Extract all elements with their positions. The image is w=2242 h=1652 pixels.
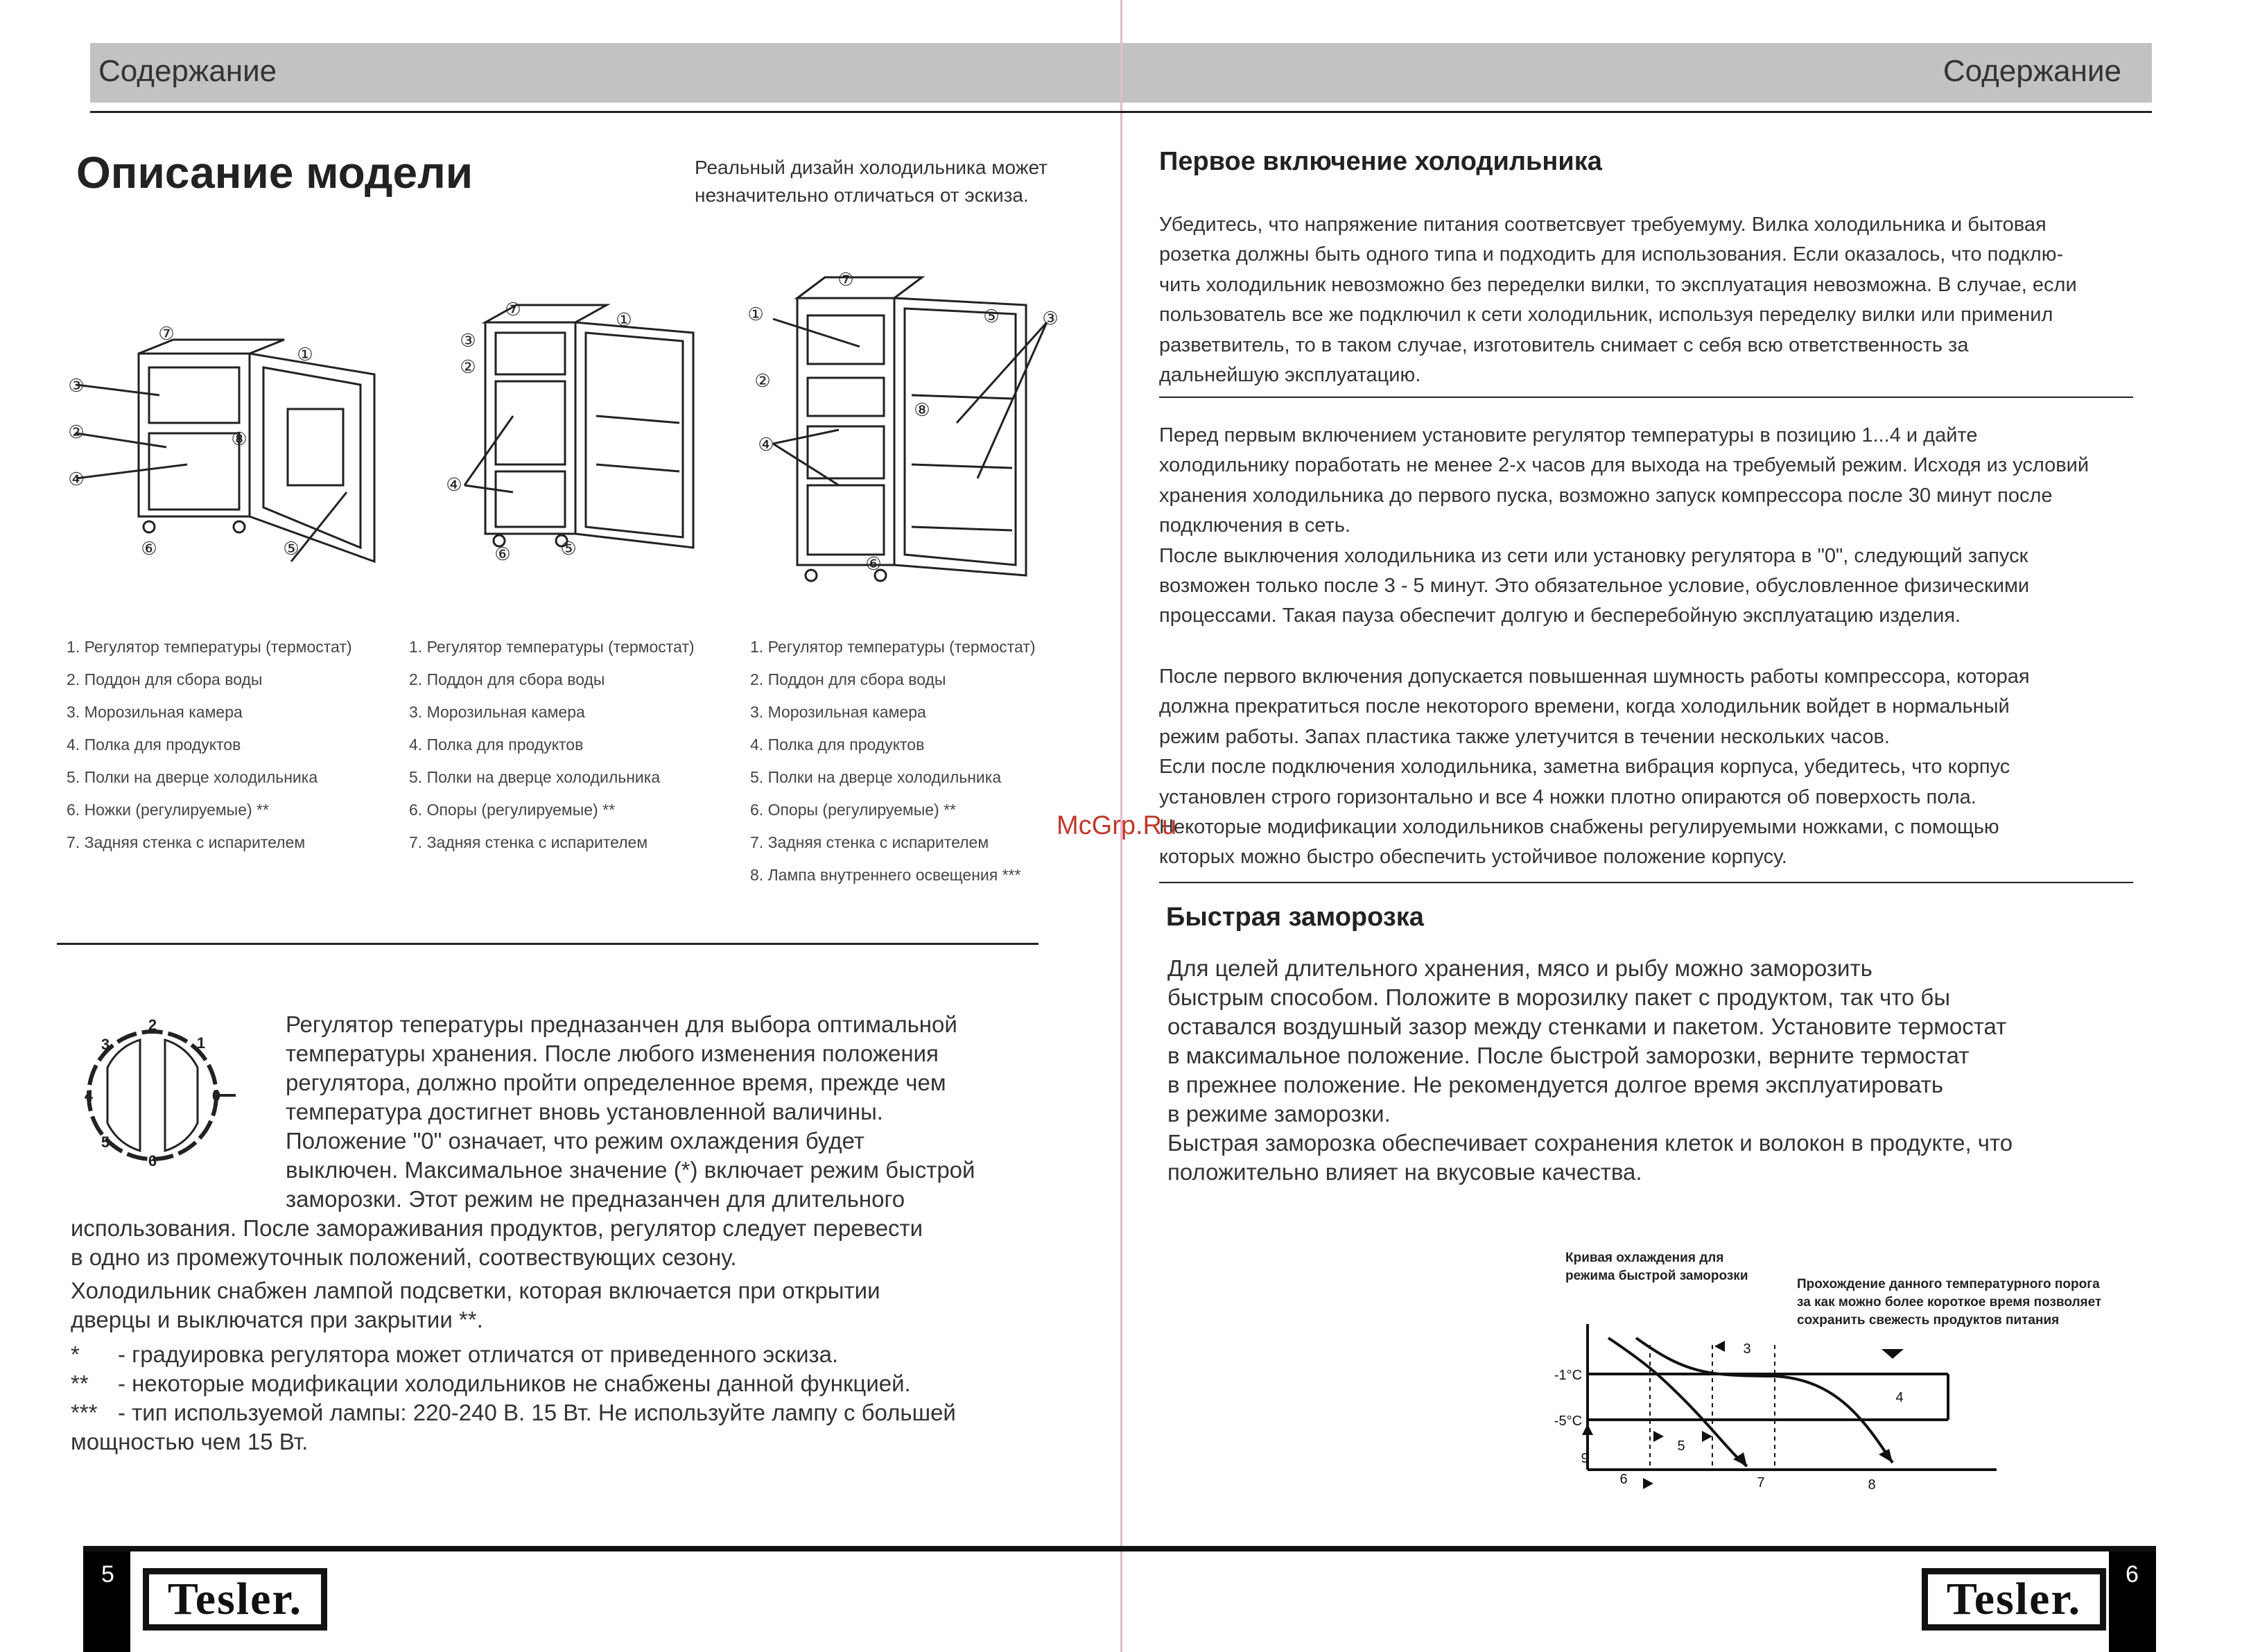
graph-number: 5 <box>1677 1438 1685 1454</box>
parts-list-2 <box>409 631 695 859</box>
caption-line: сохранить свежесть продуктов питания <box>1797 1313 2060 1328</box>
marker-8: ⑧ <box>231 428 247 449</box>
text-line: Холодильник снабжен лампой подсветки, которая включается при открытии <box>71 1278 880 1303</box>
fridge-diagrams <box>55 257 1068 589</box>
marker-5: ⑤ <box>560 538 577 559</box>
footnote-text: - некоторые модификации холодильников не снабжены данной функцией. <box>118 1371 911 1396</box>
caption-line: Прохождение данного температурного порога <box>1797 1277 2100 1292</box>
right-header-title: Содержание <box>1943 54 2121 88</box>
text-line: пользователь все же подключил к сети холодильник, используя переделку вилки или применил <box>1159 304 2053 327</box>
list-item: 5. Полки на дверце холодильника <box>750 768 1002 786</box>
text-line: Убедитесь, что напряжение питания соответсвует требуемуму. Вилка холодильника и бытовая <box>1159 214 2047 236</box>
marker-4: ④ <box>446 474 462 495</box>
text-line: Быстрая заморозка обеспечивает сохранения клеток и волокон в продукте, что <box>1167 1130 2013 1156</box>
text-line: положительно влияет на вкусовые качества. <box>1167 1159 1642 1185</box>
marker-4: ④ <box>68 469 85 489</box>
list-item: 4. Полка для продуктов <box>67 736 241 754</box>
marker-1: ① <box>616 309 632 330</box>
section-rule <box>57 943 1039 945</box>
list-item: 2. Поддон для сбора воды <box>67 670 263 688</box>
marker-5: ⑤ <box>983 306 1000 327</box>
text-line: выключен. Максимальное значение (*) включает режим быстрой <box>286 1157 975 1183</box>
text-line: процессами. Такая пауза обеспечит долгую и бесперебойную эксплуатацию изделия. <box>1159 605 1961 627</box>
text-line: Для целей длительного хранения, мясо и рыбу можно заморозить <box>1167 955 1872 981</box>
text-line: Регулятор тепературы предназанчен для выбора оптимальной <box>286 1011 957 1037</box>
footnote-mark: ** <box>71 1371 89 1396</box>
parts-list-3 <box>750 631 1036 892</box>
graph-number: 6 <box>1619 1472 1628 1487</box>
marker-8: ⑧ <box>914 399 930 420</box>
list-item: 1. Регулятор температуры (термостат) <box>750 638 1036 656</box>
text-line: регулятора, должно пройти определенное время, прежде чем <box>286 1070 946 1095</box>
first-start-para1 <box>1159 210 2077 390</box>
text-line: в максимальное положение. После быстрой заморозки, верните термостат <box>1167 1043 1970 1068</box>
marker-7: ⑦ <box>158 323 175 344</box>
text-line: быстрым способом. Положите в морозилку пакет с продуктом, так что бы <box>1167 984 1951 1010</box>
marker-1: ① <box>297 344 313 365</box>
text-line: температура достигнет вновь установленной валичины. <box>286 1099 883 1124</box>
marker-5: ⑤ <box>283 538 299 559</box>
text-line: холодильнику поработать не менее 2-х часов для выхода на требуемый режим. Исходя из условий <box>1159 454 2089 477</box>
text-line: Некоторые модификации холодильников снабжены регулируемыми ножками, с помощью <box>1159 816 1999 839</box>
tesler-logo-text: Tesler. <box>149 1574 321 1624</box>
dial-number: 5 <box>101 1133 110 1151</box>
text-line: Перед первым включением установите регулятор температуры в позицию 1...4 и дайте <box>1159 424 1978 446</box>
parts-list-1 <box>67 631 352 859</box>
text-line: которых можно быстро обеспечить устойчивое положение корпусу. <box>1159 846 1787 869</box>
design-note-line: незначительно отличаться от эскиза. <box>695 184 1029 206</box>
list-item: 4. Полка для продуктов <box>409 736 584 754</box>
marker-2: ② <box>460 356 476 377</box>
text-line: подключения в сеть. <box>1159 514 1350 537</box>
text-line: использования. После замораживания продуктов, регулятор следует перевести <box>71 1215 923 1241</box>
footnote <box>71 1340 956 1369</box>
footnote <box>71 1398 956 1427</box>
caption-line: Кривая охлаждения для <box>1565 1251 1724 1265</box>
list-item: 3. Морозильная камера <box>67 703 243 721</box>
marker-2: ② <box>754 370 771 391</box>
graph-number: 4 <box>1895 1390 1904 1405</box>
list-item: 7. Задняя стенка с испарителем <box>750 833 989 851</box>
dial-number: 1 <box>196 1034 206 1052</box>
marker-3: ③ <box>68 375 85 396</box>
design-note <box>695 154 1048 209</box>
quick-freeze-title: Быстрая заморозка <box>1166 903 1424 932</box>
list-item: 3. Морозильная камера <box>750 703 926 721</box>
footnote-text: - градуировка регулятора может отличатся от приведенного эскиза. <box>118 1341 839 1367</box>
marker-7: ⑦ <box>837 269 854 290</box>
temp-label-1: -1°C <box>1554 1368 1583 1383</box>
section-rule <box>1159 882 2133 883</box>
footnote-text: - тип используемой лампы: 220-240 В. 15 Вт. Не используйте лампу с большей <box>118 1400 956 1425</box>
text-line: в режиме заморозки. <box>1167 1101 1391 1127</box>
caption-line: за как можно более короткое время позволяет <box>1797 1295 2102 1310</box>
text-line: Если после подключения холодильника, заметна вибрация корпуса, убедитесь, что корпус <box>1159 756 2010 779</box>
list-item: 1. Регулятор температуры (термостат) <box>409 638 695 656</box>
marker-3: ③ <box>460 330 476 351</box>
text-line: температуры хранения. После любого изменения положения <box>286 1041 939 1066</box>
section-rule <box>1159 397 2133 398</box>
list-item: 3. Морозильная камера <box>409 703 585 721</box>
freezing-curve-diagram <box>1546 1317 2004 1504</box>
list-item: 6. Опоры (регулируемые) ** <box>409 801 615 819</box>
marker-4: ④ <box>758 434 774 455</box>
text-line: дверцы и выключатся при закрытии **. <box>71 1307 483 1332</box>
list-item: 6. Ножки (регулируемые) ** <box>67 801 269 819</box>
page-number-right: 6 <box>2126 1561 2139 1588</box>
header-rule <box>90 111 2152 113</box>
page-number-left: 5 <box>101 1561 114 1588</box>
text-line: в прежнее положение. Не рекомендуется долгое время эксплуатировать <box>1167 1072 1944 1097</box>
graph-caption-left <box>1565 1249 1748 1285</box>
text-line: в одно из промежуточнык положений, соотвествующих сезону. <box>71 1244 737 1270</box>
regulator-text <box>286 1010 975 1214</box>
list-item: 4. Полка для продуктов <box>750 736 925 754</box>
text-line: заморозки. Этот режим не предназанчен для длительного <box>286 1186 905 1212</box>
regulator-text-full <box>71 1214 923 1334</box>
list-item: 2. Поддон для сбора воды <box>750 670 946 688</box>
text-line: дальнейшую эксплуатацию. <box>1159 364 1421 387</box>
footnote <box>71 1369 956 1398</box>
dial-number: 2 <box>148 1019 157 1034</box>
list-item: 7. Задняя стенка с испарителем <box>409 833 648 851</box>
text-line: разветвитель, то в таком случае, изготовитель снимает с себя всю ответственность за <box>1159 333 1969 356</box>
text-line: Положение "0" означает, что режим охлаждения будет <box>286 1128 864 1154</box>
list-item: 5. Полки на дверце холодильника <box>409 768 661 786</box>
marker-6: ⑥ <box>494 544 511 564</box>
marker-2: ② <box>68 421 85 442</box>
text-line: должна прекратиться после некоторого времени, когда холодильник войдет в нормальный <box>1159 695 2010 718</box>
list-item: 1. Регулятор температуры (термостат) <box>67 638 352 656</box>
list-item: 8. Лампа внутреннего освещения *** <box>750 866 1021 884</box>
page-title: Описание модели <box>76 148 473 198</box>
first-start-title: Первое включение холодильника <box>1159 147 1602 176</box>
dial-number: 3 <box>101 1036 110 1053</box>
footnote-mark: * <box>71 1341 80 1367</box>
text-line: розетка должны быть одного типа и подходить для использования. Если оказалось, что подклю- <box>1159 243 2064 266</box>
footnote-mark: *** <box>71 1400 98 1425</box>
marker-7: ⑦ <box>505 299 521 320</box>
marker-6: ⑥ <box>141 538 157 559</box>
list-item: 5. Полки на дверце холодильника <box>67 768 318 786</box>
text-line: режим работы. Запах пластика также улетучится в течении нескольких часов. <box>1159 725 1890 748</box>
list-item: 6. Опоры (регулируемые) ** <box>750 801 956 819</box>
text-line: оставался воздушный зазор между стенками и пакетом. Установите термостат <box>1167 1014 2007 1039</box>
temp-label-5: -5°C <box>1554 1414 1583 1429</box>
design-note-line: Реальный дизайн холодильника может <box>695 157 1048 178</box>
graph-number: 3 <box>1743 1341 1751 1357</box>
dial-number: 4 <box>84 1087 94 1104</box>
left-header-title: Содержание <box>98 54 277 88</box>
caption-line: режима быстрой заморозки <box>1565 1269 1748 1283</box>
thermostat-dial-icon <box>76 1019 243 1172</box>
first-start-para3 <box>1159 662 2030 873</box>
text-line: чить холодильник невозможно без переделки вилки, то эксплуатация невозможна. В случае, если <box>1159 273 2077 296</box>
list-item: 2. Поддон для сбора воды <box>409 670 605 688</box>
footnote-continued: мощностью чем 15 Вт. <box>71 1429 309 1454</box>
tesler-logo <box>143 1568 327 1631</box>
text-line: установлен строго горизонтально и все 4 ножки плотно опираются об поверхость пола. <box>1159 785 1976 808</box>
marker-1: ① <box>747 304 764 324</box>
first-start-para2 <box>1159 421 2089 632</box>
text-line: хранения холодильника до первого пуска, возможно запуск компрессора после 30 минут после <box>1159 484 2053 507</box>
footnotes <box>71 1340 956 1457</box>
tesler-logo <box>1922 1568 2106 1631</box>
dial-number: 6 <box>148 1152 157 1170</box>
text-line: После первого включения допускается повышенная шумность работы компрессора, которая <box>1159 666 2030 688</box>
list-item: 7. Задняя стенка с испарителем <box>67 833 306 851</box>
text-line: После выключения холодильника из сети или установку регулятора в "0", следующий запуск <box>1159 544 2028 567</box>
quick-freeze-text <box>1167 954 2013 1187</box>
graph-number: 9 <box>1581 1451 1589 1466</box>
text-line: возможен только после 3 - 5 минут. Это обязательное условие, обусловленное физическими <box>1159 575 2030 598</box>
watermark: McGrp.Ru <box>1057 811 1177 840</box>
graph-number: 7 <box>1757 1475 1765 1490</box>
dial-number: 0 <box>211 1087 221 1104</box>
graph-number: 8 <box>1868 1477 1876 1493</box>
tesler-logo-text: Tesler. <box>1928 1574 2100 1624</box>
marker-6: ⑥ <box>865 553 882 574</box>
marker-3: ③ <box>1042 308 1059 329</box>
footer-bar <box>83 1546 2156 1551</box>
